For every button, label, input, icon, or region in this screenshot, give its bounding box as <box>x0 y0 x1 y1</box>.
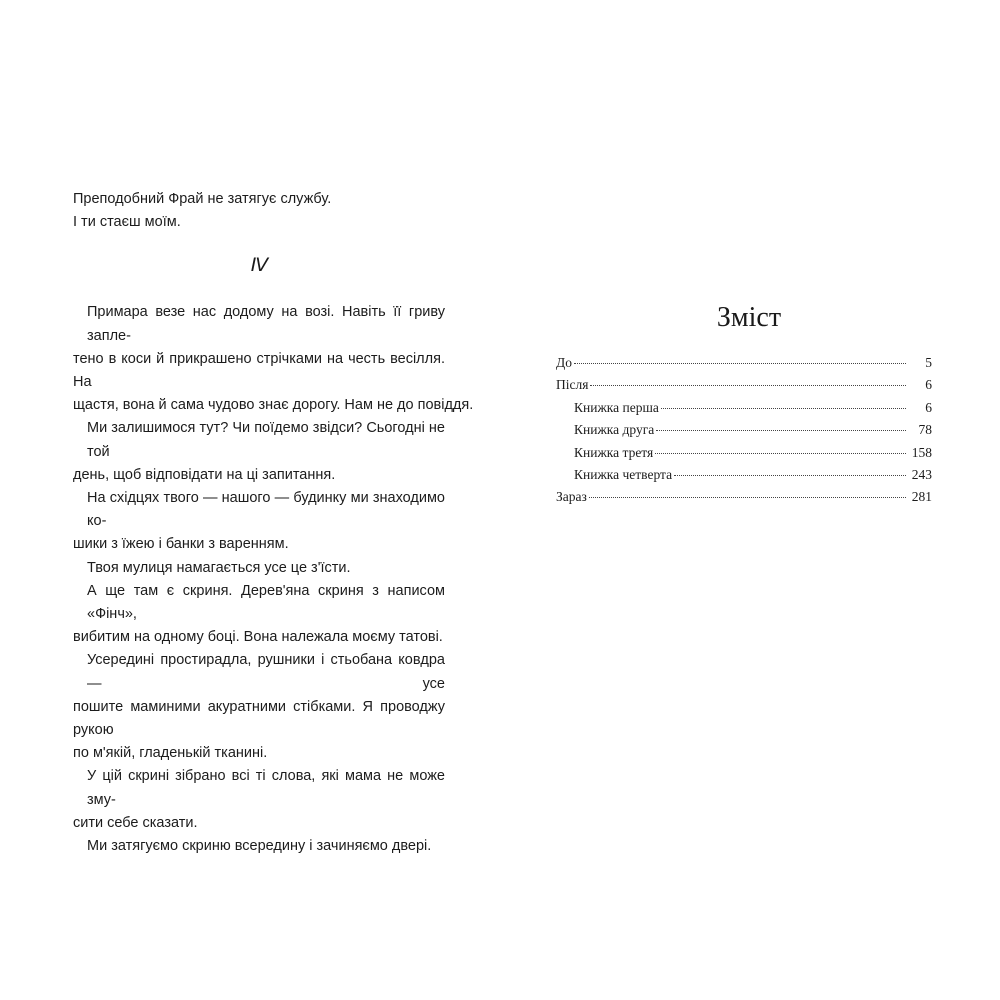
right-page <box>556 298 932 509</box>
text-line: А ще там є скриня. Дерев'яна скриня з написом «Фінч», <box>87 582 445 623</box>
toc-entry-label: Після <box>556 377 589 393</box>
toc-entry[interactable] <box>556 374 932 396</box>
dot-leader <box>661 407 906 409</box>
verse-line: Преподобний Фрай не затягує службу. <box>73 191 332 207</box>
toc-subentry[interactable] <box>556 419 932 441</box>
toc-entry-label: Зараз <box>556 489 587 505</box>
dot-leader <box>590 384 906 386</box>
toc-subentry[interactable] <box>556 397 932 419</box>
paragraph <box>73 417 445 487</box>
text-line: шики з їжею і банки з варенням. <box>73 536 289 553</box>
paragraph <box>73 487 445 557</box>
paragraph <box>73 835 445 858</box>
text-line: по м'якій, гладенькій тканині. <box>73 745 268 762</box>
toc-entry-page: 158 <box>911 444 932 460</box>
toc-entry-page: 6 <box>925 377 932 393</box>
toc-entry-page: 243 <box>911 466 932 482</box>
dot-leader <box>655 452 906 454</box>
text-line: Ми затягуємо скриню всередину і зачиняємо двері. <box>87 838 432 855</box>
text-line: тено в коси й прикрашено стрічками на честь весілля. На <box>73 350 445 391</box>
toc-entry-label: Книжка перша <box>574 399 659 415</box>
dot-leader <box>674 474 906 476</box>
text-line: щастя, вона й сама чудово знає дорогу. Нам не до повіддя. <box>73 397 474 414</box>
paragraph <box>73 765 445 835</box>
paragraph <box>73 301 474 417</box>
dot-leader <box>574 362 906 364</box>
verse-line: І ти стаєш моїм. <box>73 214 181 231</box>
toc-entry-page: 281 <box>911 489 932 505</box>
text-line: Ми залишимося тут? Чи поїдемо звідси? Сьогодні не той <box>87 420 445 460</box>
text-line: У цій скрині зібрано всі ті слова, які мама не може зму- <box>87 768 445 808</box>
text-line: пошите маминими акуратними стібками. Я проводжу рукою <box>73 698 445 739</box>
dot-leader <box>656 429 906 431</box>
section-number: IV <box>250 254 268 277</box>
paragraph <box>73 580 445 650</box>
toc-title: Зміст <box>716 302 782 333</box>
toc-subentry[interactable] <box>556 442 932 464</box>
text-line: день, щоб відповідати на ці запитання. <box>73 466 336 483</box>
toc-entry-label: Книжка четверта <box>574 466 673 482</box>
toc-entry-page: 78 <box>918 422 932 438</box>
text-line: На східцях твого — нашого — будинку ми знаходимо ко- <box>87 490 445 530</box>
text-line: вибитим на одному боці. Вона належала моєму татові. <box>73 629 443 646</box>
left-page <box>73 188 474 858</box>
toc-subentry[interactable] <box>556 464 932 486</box>
text-line: Твоя мулиця намагається усе це з'їсти. <box>87 559 351 576</box>
paragraph <box>73 649 445 765</box>
toc-entry-page: 6 <box>925 399 932 415</box>
toc-entry-page: 5 <box>925 355 932 370</box>
text-line: Примара везе нас додому на возі. Навіть її гриву запле- <box>87 304 445 344</box>
toc-entry-label: Книжка друга <box>574 422 655 438</box>
dot-leader <box>589 496 906 498</box>
toc-entry[interactable] <box>556 486 932 508</box>
paragraph <box>73 557 445 580</box>
toc-entry-label: Книжка третя <box>574 444 654 460</box>
toc-entry-label: До <box>556 355 572 370</box>
toc-entry[interactable] <box>556 352 932 374</box>
text-line: Усередині простирадла, рушники і стьобана ковдра — усе <box>87 652 445 692</box>
text-line: сити себе сказати. <box>73 814 198 831</box>
